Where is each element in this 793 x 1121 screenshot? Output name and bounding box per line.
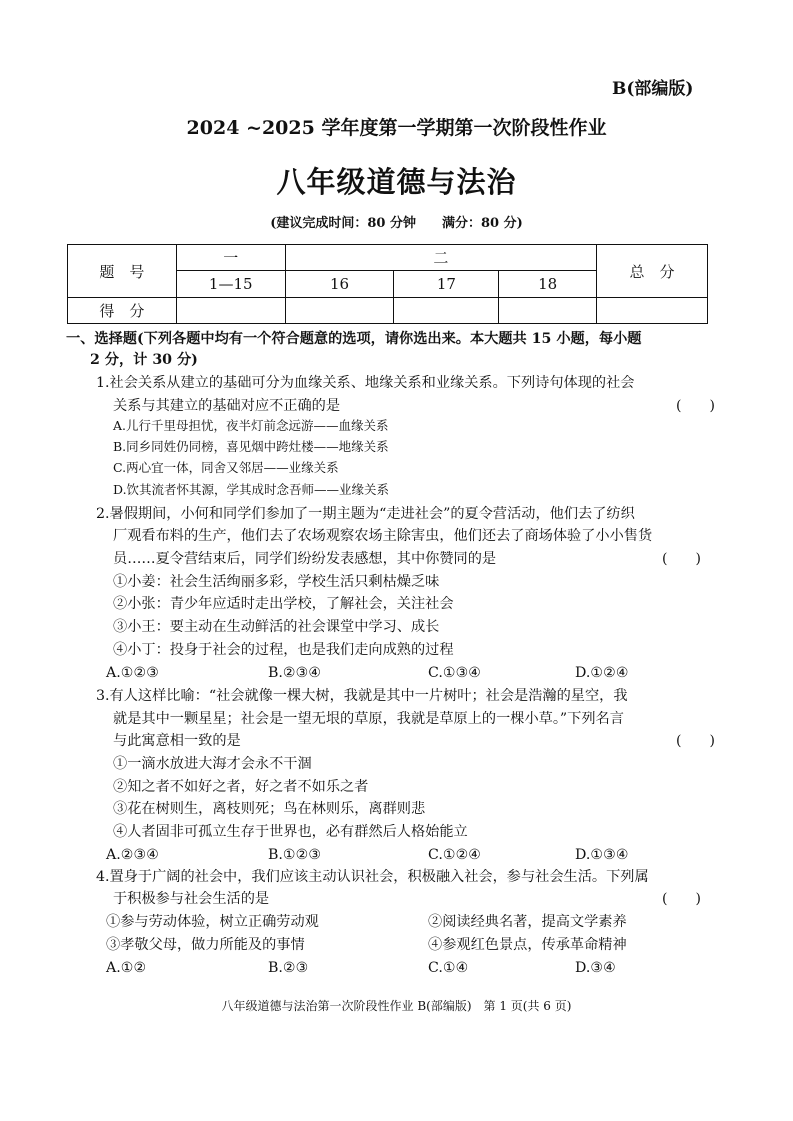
column-header: 1—15 (176, 271, 285, 298)
column-header: 16 (285, 271, 394, 298)
group-one-header: 一 (176, 245, 285, 271)
choice-a: A.①② (106, 960, 147, 976)
total-header: 总 分 (597, 245, 708, 298)
group-two-header: 二 (285, 245, 596, 271)
choice-d: D.①②④ (575, 665, 629, 681)
option-d: D.饮其流者怀其源，学其成时念吾师——业缘关系 (113, 482, 390, 497)
exam-info: (建议完成时间：80 分钟 满分：80 分) (270, 216, 523, 231)
choice-d: D.③④ (575, 960, 616, 976)
score-cell[interactable] (597, 298, 708, 324)
score-cell[interactable] (499, 298, 597, 324)
question-4-stem: 于积极参与社会生活的是 (113, 891, 270, 907)
statement: ①一滴水放进大海才会永不干涸 (113, 756, 312, 772)
column-header: 17 (394, 271, 499, 298)
option-b: B.同乡同姓仍同榜，喜见烟中跨灶楼——地缘关系 (113, 439, 389, 454)
score-row-header: 得 分 (68, 298, 177, 324)
choice-a: A.①②③ (106, 665, 159, 681)
question-4-stem: 4.置身于广阔的社会中，我们应该主动认识社会，积极融入社会，参与社会生活。下列属 (96, 869, 649, 885)
choice-b: B.②③ (268, 960, 309, 976)
statement: ④小丁：投身于社会的过程，也是我们走向成熟的过程 (113, 642, 454, 658)
question-3-stem: 与此寓意相一致的是 (113, 733, 241, 749)
statement: ①小姜：社会生活绚丽多彩，学校生活只剩枯燥乏味 (113, 574, 440, 590)
statement: ②知之者不如好之者，好之者不如乐之者 (113, 779, 369, 795)
answer-bracket: ( ) (662, 551, 701, 567)
statement: ④参观红色景点，传承革命精神 (428, 937, 627, 953)
choice-a: A.②③④ (106, 847, 159, 863)
answer-bracket: ( ) (676, 398, 715, 414)
statement: ③小王：要主动在生动鲜活的社会课堂中学习、成长 (113, 619, 440, 635)
question-1-stem: 1.社会关系从建立的基础可分为血缘关系、地缘关系和业缘关系。下列诗句体现的社会 (96, 375, 635, 391)
answer-bracket: ( ) (676, 733, 715, 749)
option-a: A.儿行千里母担忧，夜半灯前念远游——血缘关系 (113, 418, 389, 433)
statement: ③花在树则生，离枝则死；鸟在林则乐，离群则悲 (113, 801, 426, 817)
score-cell[interactable] (394, 298, 499, 324)
statement: ②阅读经典名著，提高文学素养 (428, 914, 627, 930)
question-number-header: 题 号 (68, 245, 177, 298)
statement: ③孝敬父母，做力所能及的事情 (106, 937, 305, 953)
score-cell[interactable] (285, 298, 394, 324)
choice-d: D.①③④ (575, 847, 629, 863)
section-heading-cont: 2 分，计 30 分) (90, 352, 198, 368)
question-2-stem: 员……夏令营结束后，同学们纷纷发表感想，其中你赞同的是 (113, 551, 497, 567)
section-heading: 一、选择题(下列各题中均有一个符合题意的选项，请你选出来。本大题共 15 小题，每小题 (66, 331, 642, 347)
question-1-stem: 关系与其建立的基础对应不正确的是 (113, 398, 341, 414)
question-3-stem: 3.有人这样比喻：“社会就像一棵大树，我就是其中一片树叶；社会是浩瀚的星空，我 (96, 688, 628, 704)
choice-c: C.①②④ (428, 847, 482, 863)
statement: ④人者固非可孤立生存于世界也，必有群然后人格始能立 (113, 824, 468, 840)
choice-b: B.①②③ (268, 847, 322, 863)
choice-c: C.①③④ (428, 665, 482, 681)
score-cell[interactable] (176, 298, 285, 324)
answer-bracket: ( ) (662, 891, 701, 907)
subject-title: 八年级道德与法治 (276, 165, 517, 199)
choice-b: B.②③④ (268, 665, 322, 681)
statement: ①参与劳动体验，树立正确劳动观 (106, 914, 319, 930)
question-2-stem: 2.暑假期间，小何和同学们参加了一期主题为“走进社会”的夏令营活动，他们去了纺织 (96, 506, 635, 522)
option-c: C.两心宜一体，同舍又邻居——业缘关系 (113, 460, 339, 475)
edition-label: B(部编版) (612, 79, 694, 99)
question-2-stem: 厂观看布料的生产，他们去了农场观察农场主除害虫，他们还去了商场体验了小小售货 (113, 528, 653, 544)
column-header: 18 (499, 271, 597, 298)
score-table (67, 244, 708, 324)
statement: ②小张：青少年应适时走出学校，了解社会，关注社会 (113, 596, 454, 612)
question-3-stem: 就是其中一颗星星；社会是一望无垠的草原，我就是草原上的一棵小草。”下列名言 (113, 711, 624, 727)
term-title: 2024 ~2025 学年度第一学期第一次阶段性作业 (186, 117, 607, 139)
page-footer: 八年级道德与法治第一次阶段性作业 B(部编版) 第 1 页(共 6 页) (221, 999, 572, 1013)
choice-c: C.①④ (428, 960, 469, 976)
